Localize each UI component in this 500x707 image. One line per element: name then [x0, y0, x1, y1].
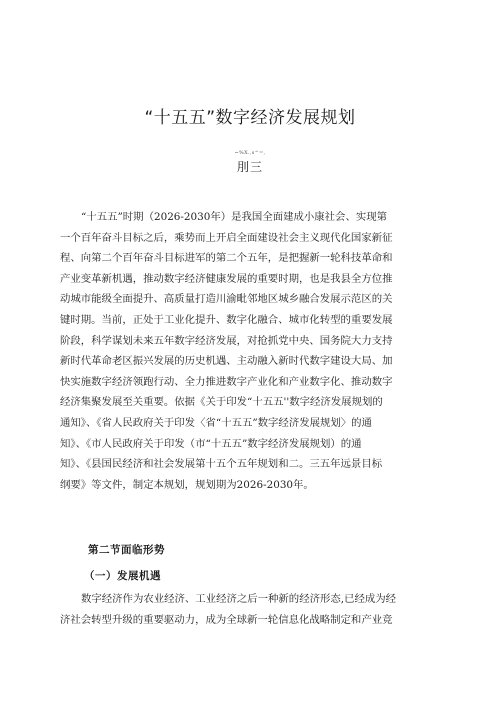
section-paragraph: [60, 589, 452, 630]
section-heading: 第二节面临形势: [88, 544, 165, 556]
paragraph-line: 键时期。当前，正处于工业化提升、数字化融合、城市化转型的重要发展: [60, 313, 393, 326]
paragraph-line: 知》、《市人民政府关于印发（市“十五五”数字经济发展规划）的通: [60, 437, 362, 450]
paragraph-line: 经济集聚发展至关重要。依据《关于印发“十五五''数字经济发展规划的: [60, 396, 383, 409]
paragraph-line: 数字经济作为农业经济、工业经济之后一种新的经济形态,已经成为经: [81, 593, 397, 605]
chapter-note: ~%X.,s^=,: [234, 150, 266, 156]
document-title: “十五五”数字经济发展规划: [144, 108, 356, 128]
paragraph-line: 通知》、《省人民政府关于印发〈省“十五五”数字经济发展规划〉的通: [60, 416, 372, 429]
paragraph-line: 快实施数字经济领跑行动、全力推进数字产业化和产业数字化、推动数字: [60, 375, 393, 388]
sub-heading: （一）发展机遇: [84, 570, 161, 582]
paragraph-line: “十五五”时期（2026-2030年）是我国全面建成小康社会、实现第: [81, 211, 388, 223]
paragraph-line: 动城市能级全面提升、高质量打造川渝毗邻地区城乡融合发展示范区的关: [60, 293, 393, 306]
paragraph-line: 新时代革命老区振兴发展的历史机遇、主动融入新时代数字建设大局、加: [60, 355, 393, 368]
paragraph-line: 知》、《县国民经济和社会发展第十五个五年规划和二。三五年远景目标: [60, 458, 383, 471]
paragraph-line: 一个百年奋斗目标之后，乘势而上开启全面建设社会主义现代化国家新征: [60, 231, 393, 244]
paragraph-line: 程、向第二个百年奋斗目标进军的第二个五年，是把握新一轮科技革命和: [60, 252, 393, 265]
paragraph-line: 济社会转型升级的重要驱动力，成为全球新一轮信息化战略制定和产业竞: [60, 613, 393, 626]
paragraph-line: 产业变革新机遇，推动数字经济健康发展的重要时期，也是我县全方位推: [60, 272, 393, 285]
chapter-heading: 刖三: [236, 160, 263, 174]
intro-paragraph: [60, 207, 452, 495]
paragraph-line: 纲要》等文件，制定本规划，规划期为2026-2030年。: [60, 478, 314, 491]
paragraph-line: 阶段，科学谋划未来五年数字经济发展，对抢抓党中央、国务院大力支持: [60, 334, 393, 347]
